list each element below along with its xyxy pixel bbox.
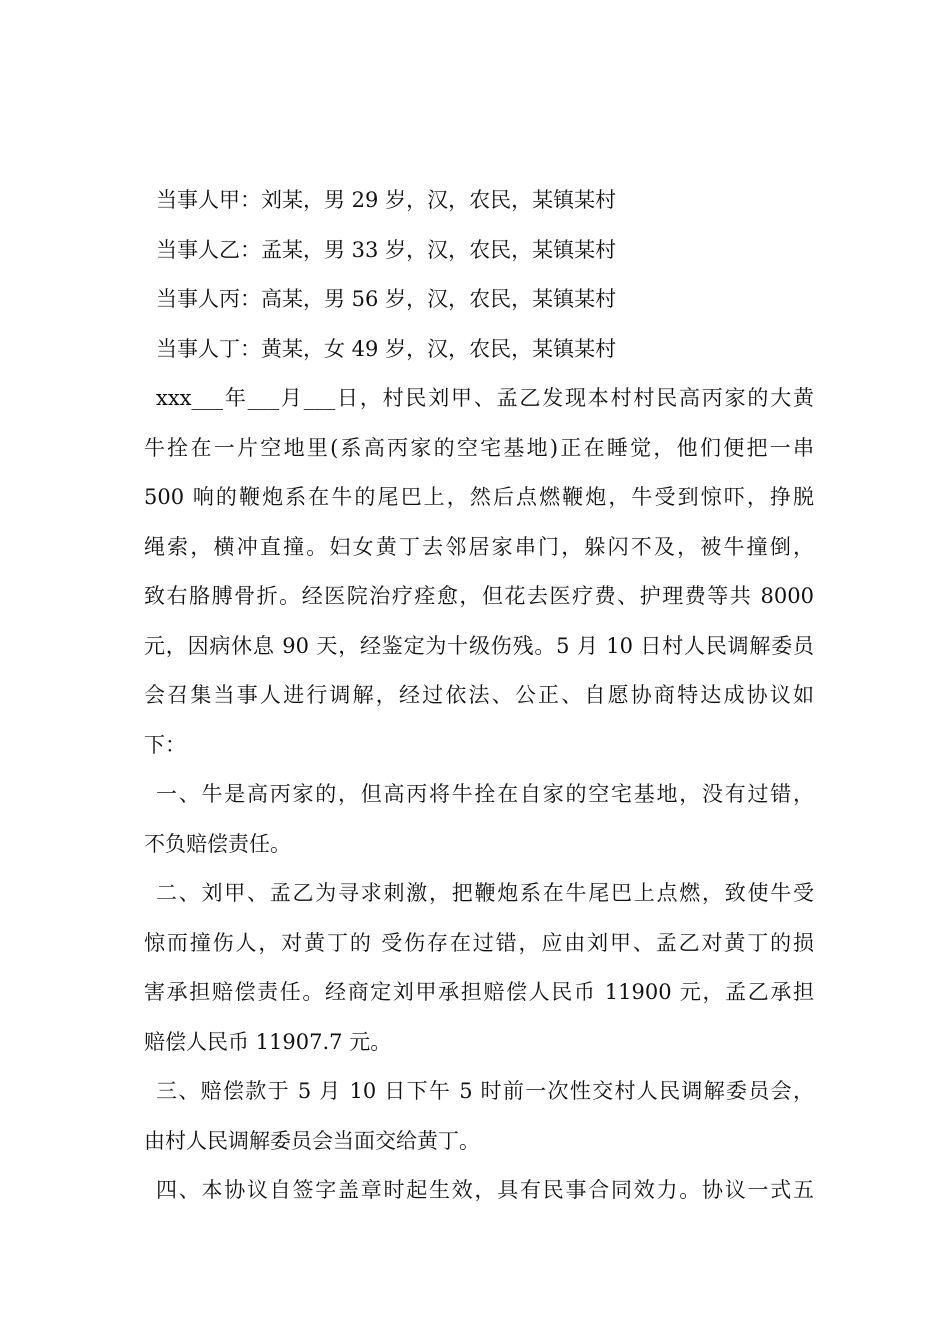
party-d-line: 当事人丁：黄某，女 49 岁，汉，农民，某镇某村: [156, 336, 617, 361]
facts-paragraph: [144, 374, 814, 770]
clause-3: [144, 1067, 814, 1166]
facts-line: 下：: [144, 732, 186, 757]
facts-line: 致右胳膊骨折。经医院治疗痊愈，但花去医疗费、护理费等共 8000: [144, 584, 814, 608]
clause-line: 四、本协议自签字盖章时起生效，具有民事合同效力。协议一式五: [156, 1178, 814, 1202]
parties-section: [144, 176, 814, 374]
clause-4: [144, 1166, 814, 1216]
clause-line: 一、牛是高丙家的，但高丙将牛拴在自家的空宅基地，没有过错，: [156, 782, 814, 806]
facts-line: 牛拴在一片空地里(系高丙家的空宅基地)正在睡觉，他们便把一串: [144, 435, 814, 460]
clause-line: 害承担赔偿责任。经商定刘甲承担赔偿人民币 11900 元，孟乙承担: [144, 980, 814, 1004]
facts-line: xxx___年___月___日，村民刘甲、孟乙发现本村村民高丙家的大黄: [156, 386, 814, 410]
clause-line: 惊而撞伤人，对黄丁的 受伤存在过错，应由刘甲、孟乙对黄丁的损: [144, 930, 814, 955]
document-body: [144, 176, 814, 1216]
facts-line: 会召集当事人进行调解，经过依法、公正、自愿协商特达成协议如: [144, 683, 814, 707]
clause-line: 二、刘甲、孟乙为寻求刺激，把鞭炮系在牛尾巴上点燃，致使牛受: [156, 881, 814, 905]
clause-1: [144, 770, 814, 869]
facts-line: 绳索，横冲直撞。妇女黄丁去邻居家串门，躲闪不及，被牛撞倒，: [144, 534, 814, 559]
facts-line: 元，因病休息 90 天，经鉴定为十级伤残。5 月 10 日村人民调解委员: [144, 633, 814, 658]
clause-line: 由村人民调解委员会当面交给黄丁。: [144, 1128, 480, 1153]
clause-line: 赔偿人民币 11907.7 元。: [144, 1029, 392, 1054]
clause-line: 不负赔偿责任。: [144, 831, 291, 856]
clause-2: [144, 869, 814, 1067]
party-a-line: 当事人甲：刘某，男 29 岁，汉，农民，某镇某村: [156, 188, 617, 212]
clause-line: 三、赔偿款于 5 月 10 日下午 5 时前一次性交村人民调解委员会，: [156, 1079, 814, 1103]
facts-line: 500 响的鞭炮系在牛的尾巴上，然后点燃鞭炮，牛受到惊吓，挣脱: [144, 485, 814, 509]
party-b-line: 当事人乙：孟某，男 33 岁，汉，农民，某镇某村: [156, 237, 617, 262]
party-c-line: 当事人丙：高某，男 56 岁，汉，农民，某镇某村: [156, 287, 617, 311]
